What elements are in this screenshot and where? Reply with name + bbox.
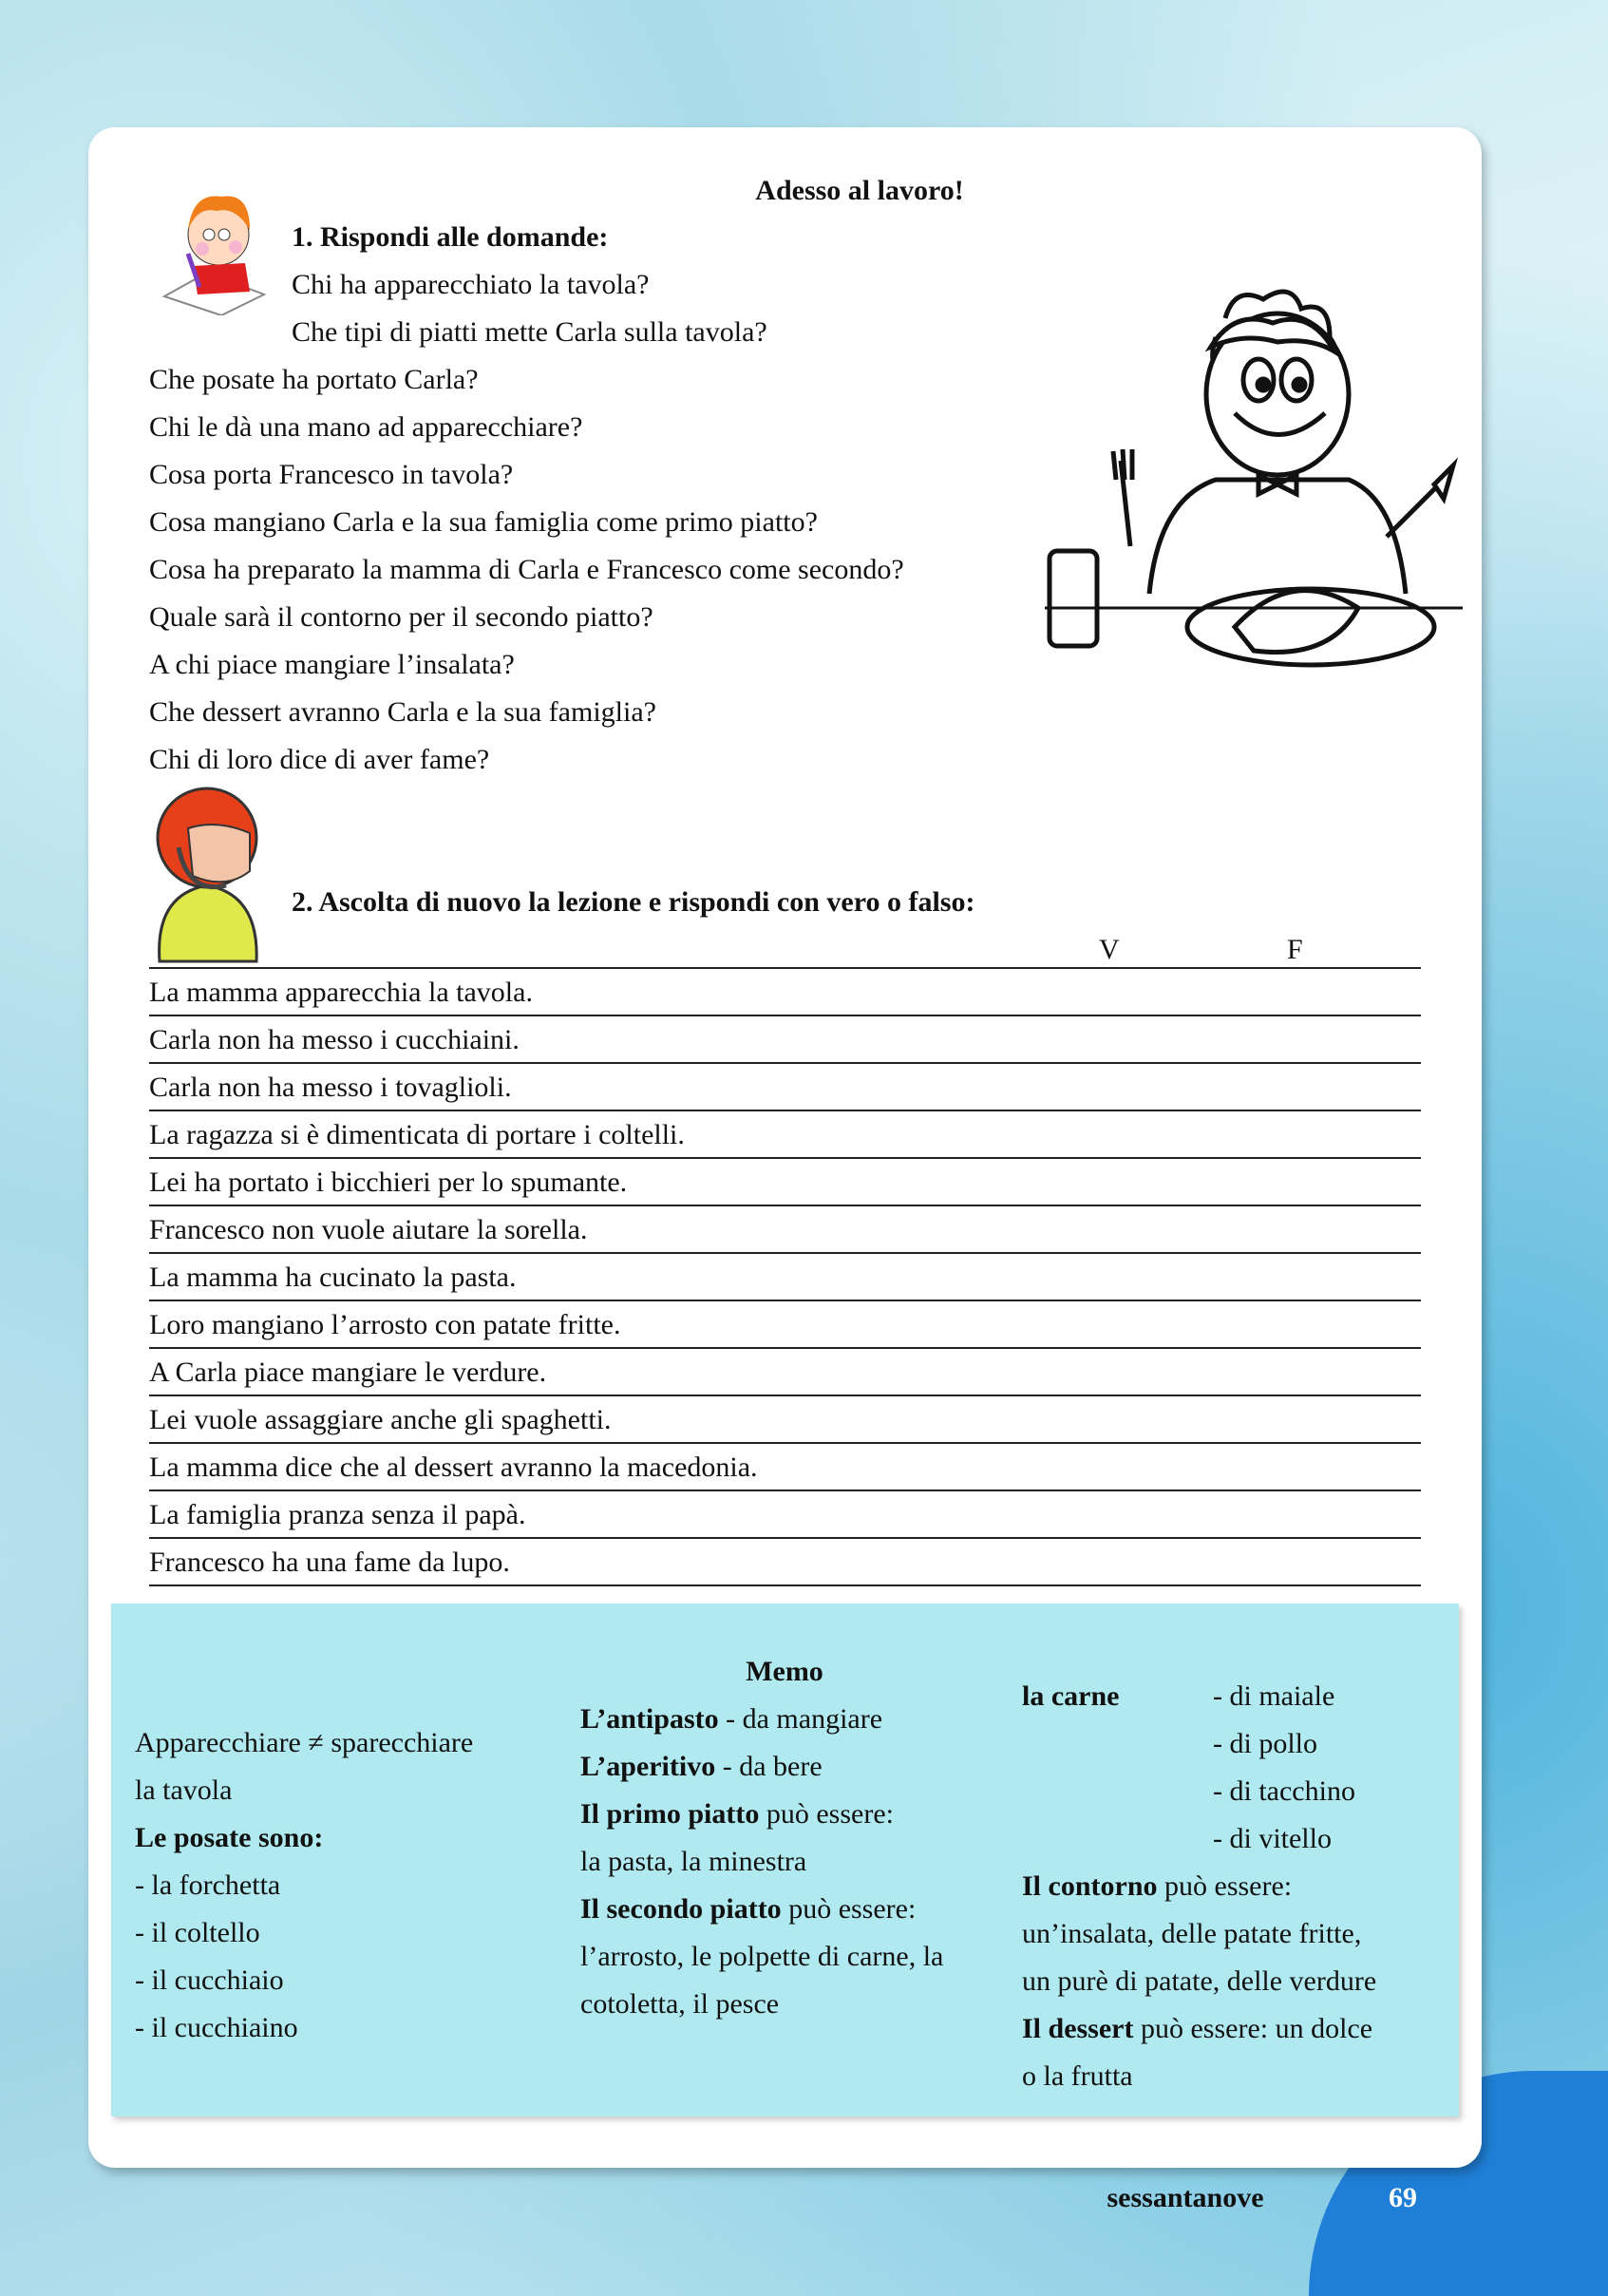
boy-writing-illustration <box>160 182 274 315</box>
table-rule <box>149 1300 1421 1301</box>
memo-posate-item: - il cucchiaino <box>135 2012 298 2043</box>
statement-row: La mamma dice che al dessert avranno la macedonia. <box>149 1452 758 1483</box>
memo-contorno-examples: un’insalata, delle patate fritte, <box>1022 1918 1362 1949</box>
memo-contorno <box>1022 1872 1292 1901</box>
question: Che posate ha portato Carla? <box>149 364 479 395</box>
table-rule <box>149 1015 1421 1016</box>
memo-term: L’antipasto <box>580 1703 719 1735</box>
question: Cosa ha preparato la mamma di Carla e Francesco come secondo? <box>149 554 904 585</box>
statement-row: Lei vuole assaggiare anche gli spaghetti. <box>149 1404 612 1435</box>
false-column-header: F <box>1287 934 1303 965</box>
memo-left-line: Apparecchiare ≠ sparecchiare <box>135 1727 474 1758</box>
table-rule <box>149 1584 1421 1586</box>
memo-term: Il primo piatto <box>580 1798 760 1830</box>
statement-row: Loro mangiano l’arrosto con patate fritte. <box>149 1309 621 1340</box>
memo-posate-item: - la forchetta <box>135 1869 281 1901</box>
statement-row: La mamma ha cucinato la pasta. <box>149 1262 517 1293</box>
table-rule <box>149 1537 1421 1539</box>
question: Quale sarà il contorno per il secondo piatto? <box>149 601 653 633</box>
true-column-header: V <box>1099 934 1120 965</box>
statement-row: La mamma apparecchia la tavola. <box>149 977 533 1008</box>
memo-definition: può essere: <box>781 1893 917 1925</box>
memo-term: Il contorno <box>1022 1870 1158 1902</box>
memo-aperitivo <box>580 1753 823 1781</box>
memo-contorno-examples: un purè di patate, delle verdure <box>1022 1965 1377 1997</box>
question: Chi le dà una mano ad apparecchiare? <box>149 411 583 443</box>
statement-row: La famiglia pranza senza il papà. <box>149 1499 526 1530</box>
statement-row: A Carla piace mangiare le verdure. <box>149 1357 547 1388</box>
memo-secondo <box>580 1895 916 1924</box>
table-rule <box>149 1252 1421 1254</box>
memo-left-line: la tavola <box>135 1774 233 1806</box>
table-rule <box>149 967 1421 969</box>
table-rule <box>149 1442 1421 1444</box>
table-rule <box>149 1395 1421 1396</box>
memo-carne-type: - di maiale <box>1213 1680 1335 1712</box>
memo-definition: può essere: un dolce <box>1133 2013 1373 2044</box>
page-number-word: sessantanove <box>1107 2182 1264 2213</box>
table-rule <box>149 1347 1421 1349</box>
boy-eating-illustration <box>1045 280 1463 679</box>
question: Che dessert avranno Carla e la sua famiglia? <box>149 696 656 728</box>
memo-title: Memo <box>746 1656 823 1687</box>
memo-carne-type: - di vitello <box>1213 1823 1332 1854</box>
memo-term: Il secondo piatto <box>580 1893 782 1925</box>
memo-posate-heading: Le posate sono: <box>135 1822 324 1853</box>
memo-primo <box>580 1800 894 1829</box>
memo-posate-item: - il cucchiaio <box>135 1964 284 1996</box>
memo-primo-examples: la pasta, la minestra <box>580 1846 807 1877</box>
statement-row: Carla non ha messo i tovaglioli. <box>149 1072 512 1103</box>
statement-row: Francesco non vuole aiutare la sorella. <box>149 1214 588 1245</box>
memo-term: L’aperitivo <box>580 1751 716 1782</box>
memo-carne-type: - di pollo <box>1213 1728 1317 1759</box>
memo-secondo-examples: cotoletta, il pesce <box>580 1988 780 2020</box>
memo-secondo-examples: l’arrosto, le polpette di carne, la <box>580 1941 944 1972</box>
question: Chi ha apparecchiato la tavola? <box>292 269 650 300</box>
table-rule <box>149 1157 1421 1159</box>
question: A chi piace mangiare l’insalata? <box>149 649 515 680</box>
question: Che tipi di piatti mette Carla sulla tavola? <box>292 316 767 348</box>
memo-definition: può essere: <box>759 1798 894 1830</box>
statement-row: Carla non ha messo i cucchiaini. <box>149 1024 520 1055</box>
memo-carne: la carne <box>1022 1680 1120 1712</box>
memo-definition: può essere: <box>1157 1870 1293 1902</box>
memo-dessert-examples: o la frutta <box>1022 2060 1133 2092</box>
table-rule <box>149 1490 1421 1491</box>
question: Cosa mangiano Carla e la sua famiglia come primo piatto? <box>149 506 818 538</box>
memo-term: Il dessert <box>1022 2013 1134 2044</box>
statement-row: Lei ha portato i bicchieri per lo spumante. <box>149 1167 628 1198</box>
memo-definition: - da bere <box>715 1751 823 1782</box>
statement-row: La ragazza si è dimenticata di portare i coltelli. <box>149 1119 685 1150</box>
table-rule <box>149 1062 1421 1064</box>
question: Chi di loro dice di aver fame? <box>149 744 490 775</box>
memo-dessert <box>1022 2015 1372 2043</box>
memo-definition: - da mangiare <box>718 1703 883 1735</box>
table-rule <box>149 1110 1421 1111</box>
memo-antipasto <box>580 1705 882 1734</box>
statement-row: Francesco ha una fame da lupo. <box>149 1546 510 1578</box>
boy-headset-illustration <box>150 781 264 966</box>
memo-carne-type: - di tacchino <box>1213 1775 1355 1807</box>
exercise2-heading: 2. Ascolta di nuovo la lezione e rispondi con vero o falso: <box>292 886 975 918</box>
memo-posate-item: - il coltello <box>135 1917 260 1948</box>
question: Cosa porta Francesco in tavola? <box>149 459 514 490</box>
exercise1-heading: 1. Rispondi alle domande: <box>292 221 609 253</box>
page-number: 69 <box>1389 2182 1417 2213</box>
table-rule <box>149 1205 1421 1206</box>
page-title: Adesso al lavoro! <box>755 175 964 206</box>
